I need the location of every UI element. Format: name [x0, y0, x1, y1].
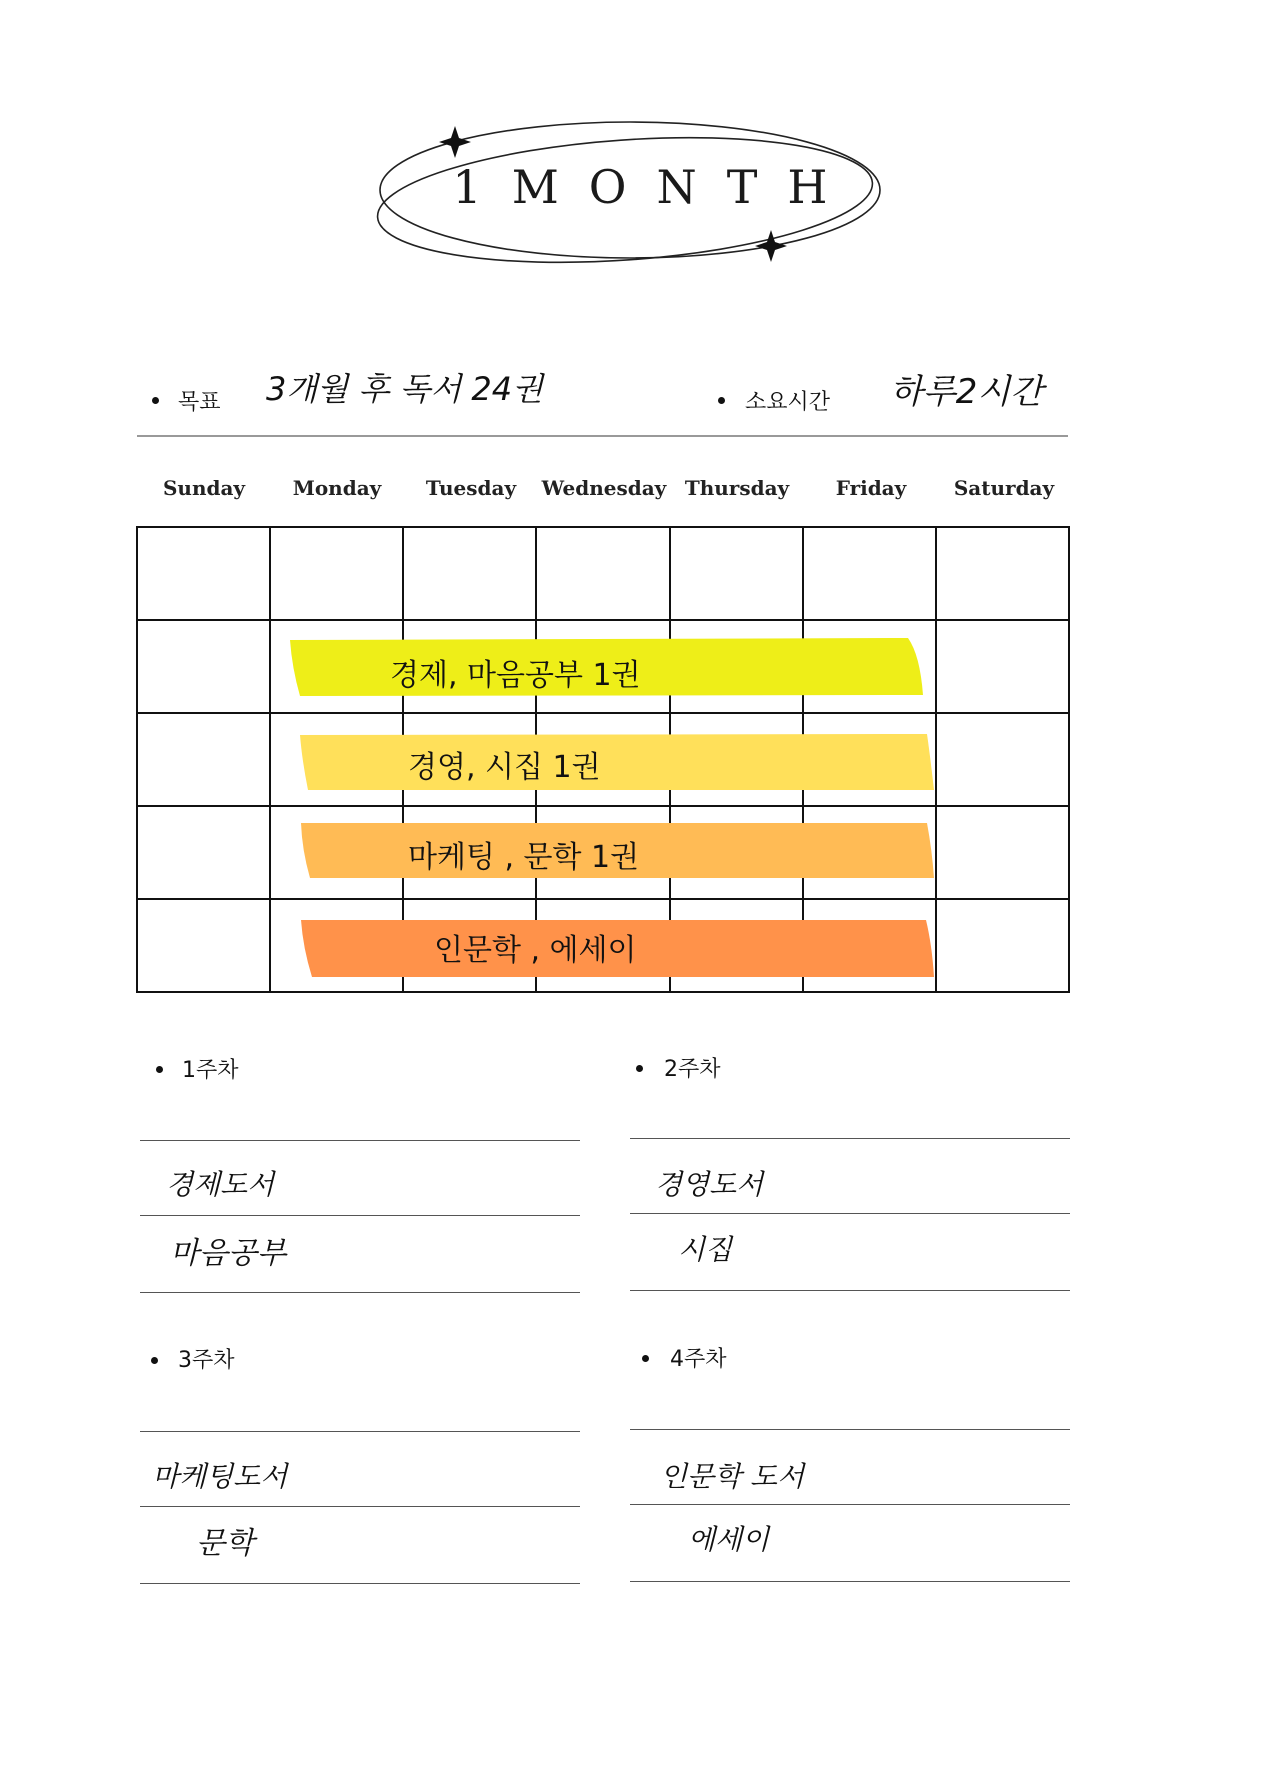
- bar-label: 인문학 , 에세이: [434, 933, 637, 968]
- divider: [630, 1429, 1070, 1430]
- day-header: Wednesday: [541, 476, 667, 500]
- highlight-bar: [300, 734, 934, 790]
- time-label: 소요시간: [745, 390, 831, 415]
- divider: [140, 1431, 580, 1432]
- week-item: 에세이: [688, 1523, 770, 1556]
- bullet: [636, 1065, 643, 1072]
- goal-label: 목표: [178, 390, 221, 415]
- bar-label: 마케팅 , 문학 1권: [408, 840, 640, 875]
- bar-label: 경영, 시집 1권: [408, 750, 601, 785]
- divider: [630, 1138, 1070, 1139]
- week-item: 인문학 도서: [660, 1460, 805, 1493]
- week-label: 4주차: [670, 1347, 727, 1372]
- divider: [140, 1140, 580, 1141]
- divider: [140, 1583, 580, 1584]
- day-header: Friday: [835, 476, 907, 500]
- day-header: Monday: [292, 476, 382, 500]
- page-title: 1MONTH: [452, 160, 858, 214]
- week-item: 마케팅도서: [152, 1460, 288, 1493]
- day-header: Tuesday: [425, 476, 517, 500]
- week-item: 시집: [678, 1233, 733, 1266]
- bullet: [642, 1355, 649, 1362]
- day-header: Saturday: [953, 476, 1055, 500]
- week-label: 2주차: [664, 1057, 721, 1082]
- goal-value: 3개월 후 독서 24권: [266, 370, 544, 408]
- week-item: 경영도서: [655, 1168, 764, 1201]
- time-value: 하루2시간: [890, 372, 1044, 412]
- divider: [630, 1581, 1070, 1582]
- divider: [630, 1290, 1070, 1291]
- day-header: Thursday: [684, 476, 790, 500]
- week-label: 1주차: [182, 1058, 239, 1083]
- divider: [630, 1504, 1070, 1505]
- divider: [630, 1213, 1070, 1214]
- bullet: [151, 1357, 158, 1364]
- bar-label: 경제, 마음공부 1권: [390, 658, 641, 693]
- week-item: 경제도서: [166, 1168, 275, 1201]
- day-header: Sunday: [162, 476, 246, 500]
- divider: [140, 1292, 580, 1293]
- week-item: 문학: [196, 1526, 254, 1561]
- week-label: 3주차: [178, 1348, 235, 1373]
- bullet: [156, 1066, 163, 1073]
- divider: [140, 1215, 580, 1216]
- divider: [140, 1506, 580, 1507]
- week-item: 마음공부: [170, 1236, 286, 1271]
